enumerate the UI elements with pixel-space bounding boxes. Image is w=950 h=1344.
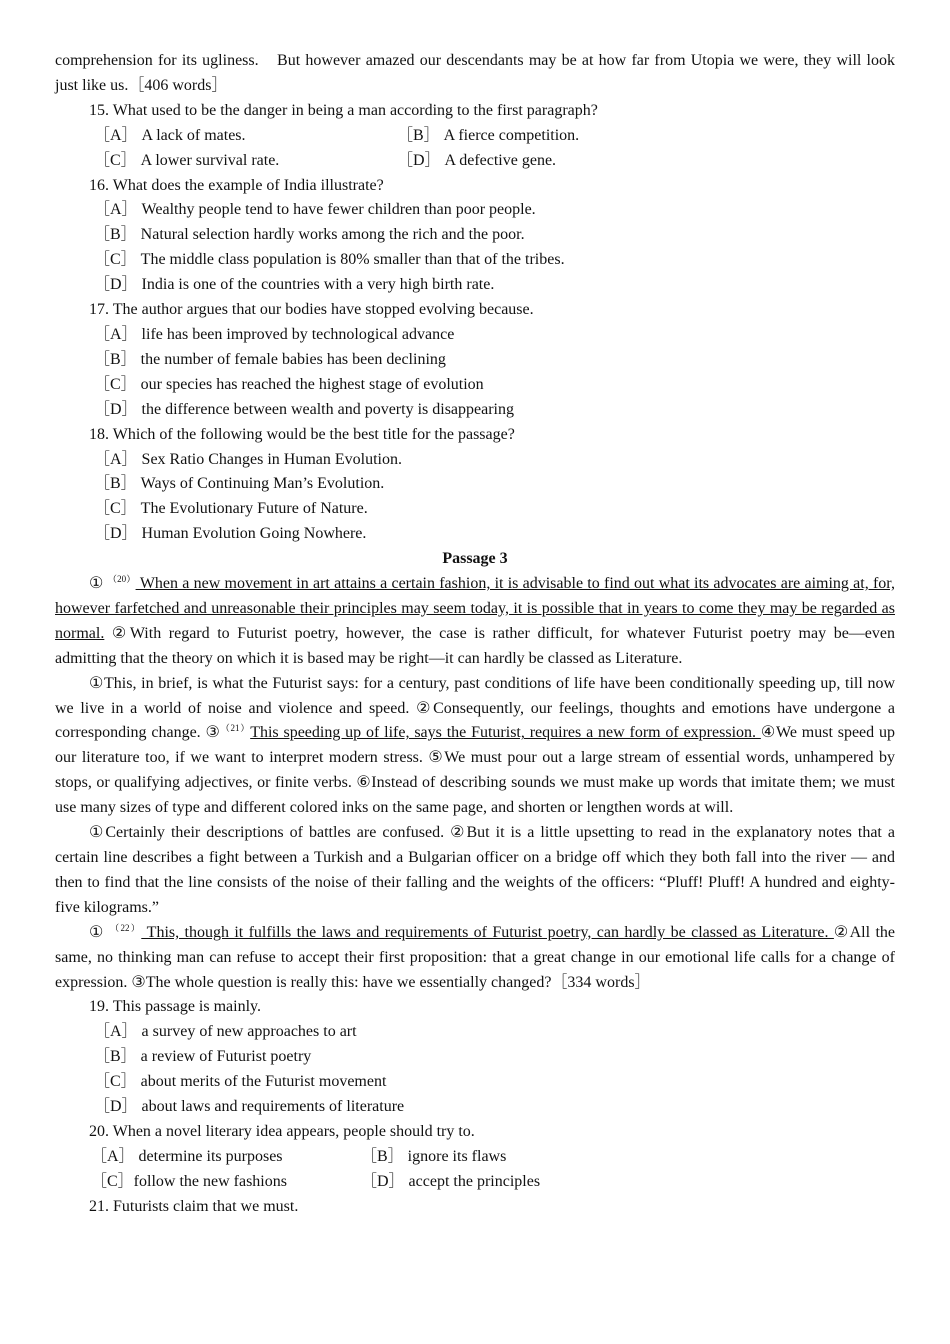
option-a[interactable]: ［A］ life has been improved by technological advance	[94, 325, 455, 343]
question-stem: 17. The author argues that our bodies have stopped evolving because.	[89, 301, 534, 319]
option-row	[55, 149, 895, 174]
option-c[interactable]: ［C］ our species has reached the highest stage of evolution	[94, 375, 484, 393]
option-b[interactable]: ［B］ the number of female babies has been declining	[94, 350, 446, 368]
option-b[interactable]: ［B］ Natural selection hardly works among the rich and the poor.	[94, 226, 525, 244]
option-b[interactable]: ［B］ A fierce competition.	[397, 126, 580, 144]
underlined-sentence-20: When a new movement in art attains a certain fashion, it is advisable to find out what its advocates are aiming at, for, however farfetched and unreasonable their principles may seem today, it is possible that in years to come they may be regarded as normal.	[55, 575, 895, 642]
option-c[interactable]: ［C］follow the new fashions	[91, 1172, 287, 1190]
question-stem: 20. When a novel literary idea appears, people should try to.	[89, 1122, 475, 1140]
passage-title: Passage 3	[442, 550, 508, 568]
footnote-ref-21: （21）	[220, 723, 251, 734]
option-d[interactable]: ［D］ India is one of the countries with a very high birth rate.	[94, 276, 495, 294]
passage2-tail: comprehension for its ugliness. But however amazed our descendants may be at how far from Utopia we were, they will look just like us.［406 words］	[55, 52, 895, 94]
question-stem: 18. Which of the following would be the best title for the passage?	[89, 425, 515, 443]
question-21	[55, 1195, 895, 1220]
option-row	[55, 124, 895, 149]
option-c[interactable]: ［C］ about merits of the Futurist movement	[94, 1073, 387, 1091]
question-16	[55, 174, 895, 299]
option-a[interactable]: ［A］ a survey of new approaches to art	[94, 1023, 357, 1041]
document-page	[55, 49, 895, 1220]
option-d[interactable]: ［D］ A defective gene.	[397, 151, 557, 169]
option-c[interactable]: ［C］ The Evolutionary Future of Nature.	[94, 500, 368, 518]
underlined-sentence-22: This, though it fulfills the laws and requirements of Futurist poetry, can hardly be classed as Literature.	[141, 923, 834, 941]
question-17	[55, 298, 895, 423]
question-stem: 21. Futurists claim that we must.	[89, 1197, 299, 1215]
sentence-marker: ①	[89, 923, 111, 941]
paragraph-text: ④We must speed up our literature too, if we want to interpret modern stress. ⑤We must pour out a large stream of essential words, unhampered by stops, or qualifying adjectives, or finite verbs. ⑥Instead of describing sounds we must make up words that imitate them; we must use many sizes of type and different colored inks on the same page, and shorten or lengthen words at will.	[55, 724, 895, 817]
option-a[interactable]: ［A］ determine its purposes	[91, 1147, 283, 1165]
option-b[interactable]: ［B］ ignore its flaws	[361, 1147, 507, 1165]
underlined-sentence-21: This speeding up of life, says the Futurist, requires a new form of expression.	[250, 724, 761, 742]
passage3-paragraph-1	[55, 572, 895, 672]
sentence-marker: ①	[89, 575, 108, 593]
option-d[interactable]: ［D］ the difference between wealth and poverty is disappearing	[94, 400, 515, 418]
option-c[interactable]: ［C］ A lower survival rate.	[94, 151, 280, 169]
option-b[interactable]: ［B］ a review of Futurist poetry	[94, 1048, 312, 1066]
option-b[interactable]: ［B］ Ways of Continuing Man’s Evolution.	[94, 475, 385, 493]
paragraph-text: ①This, in brief, is what the Futurist says: for a century, past conditions of life have been conditionally speeding up, till now we live in a world of noise and violence and speed. ②Consequently, our feelings, thoughts and emotions have undergone a corresponding change. ③	[55, 674, 895, 742]
question-stem: 19. This passage is mainly.	[89, 998, 261, 1016]
option-row	[55, 1170, 895, 1195]
question-20	[55, 1120, 895, 1195]
option-a[interactable]: ［A］ Sex Ratio Changes in Human Evolution.	[94, 450, 402, 468]
option-c[interactable]: ［C］ The middle class population is 80% smaller than that of the tribes.	[94, 251, 565, 269]
question-19	[55, 995, 895, 1120]
option-d[interactable]: ［D］ Human Evolution Going Nowhere.	[94, 525, 367, 543]
paragraph-text: ②All the same, no thinking man can refuse to accept their first proposition: that a great change in our emotional life calls for a change of expression. ③The whole question is really this: have we essentially changed?［334 words］	[55, 923, 895, 991]
passage3-paragraph-3: ①Certainly their descriptions of battles are confused. ②But it is a little upsetting to read in the explanatory notes that a certain line describes a fight between a Turkish and a Bulgarian officer on a bridge off which they both fall into the river — and then to find that the line consists of the noise of their falling and the weights of the officers: “Pluff! Pluff! A hundred and eighty-five kilograms.”	[55, 824, 895, 916]
passage3-paragraph-4	[55, 921, 895, 996]
question-18	[55, 423, 895, 548]
footnote-ref-20: （20）	[107, 574, 136, 585]
question-stem: 15. What used to be the danger in being a man according to the first paragraph?	[89, 101, 598, 119]
option-a[interactable]: ［A］ Wealthy people tend to have fewer children than poor people.	[94, 201, 536, 219]
passage3-paragraph-2	[55, 672, 895, 821]
option-d[interactable]: ［D］ about laws and requirements of literature	[94, 1098, 405, 1116]
question-stem: 16. What does the example of India illustrate?	[89, 176, 384, 194]
paragraph-text: ②With regard to Futurist poetry, however, the case is rather difficult, for whatever Futurist poetry may be—even admitting that the theory on which it is based may be right—it can hardly be classed as Literature.	[55, 624, 895, 667]
option-d[interactable]: ［D］ accept the principles	[361, 1172, 541, 1190]
footnote-ref-22: （22）	[110, 922, 142, 933]
option-a[interactable]: ［A］ A lack of mates.	[94, 126, 246, 144]
option-row	[55, 1145, 895, 1170]
question-15	[55, 99, 895, 174]
